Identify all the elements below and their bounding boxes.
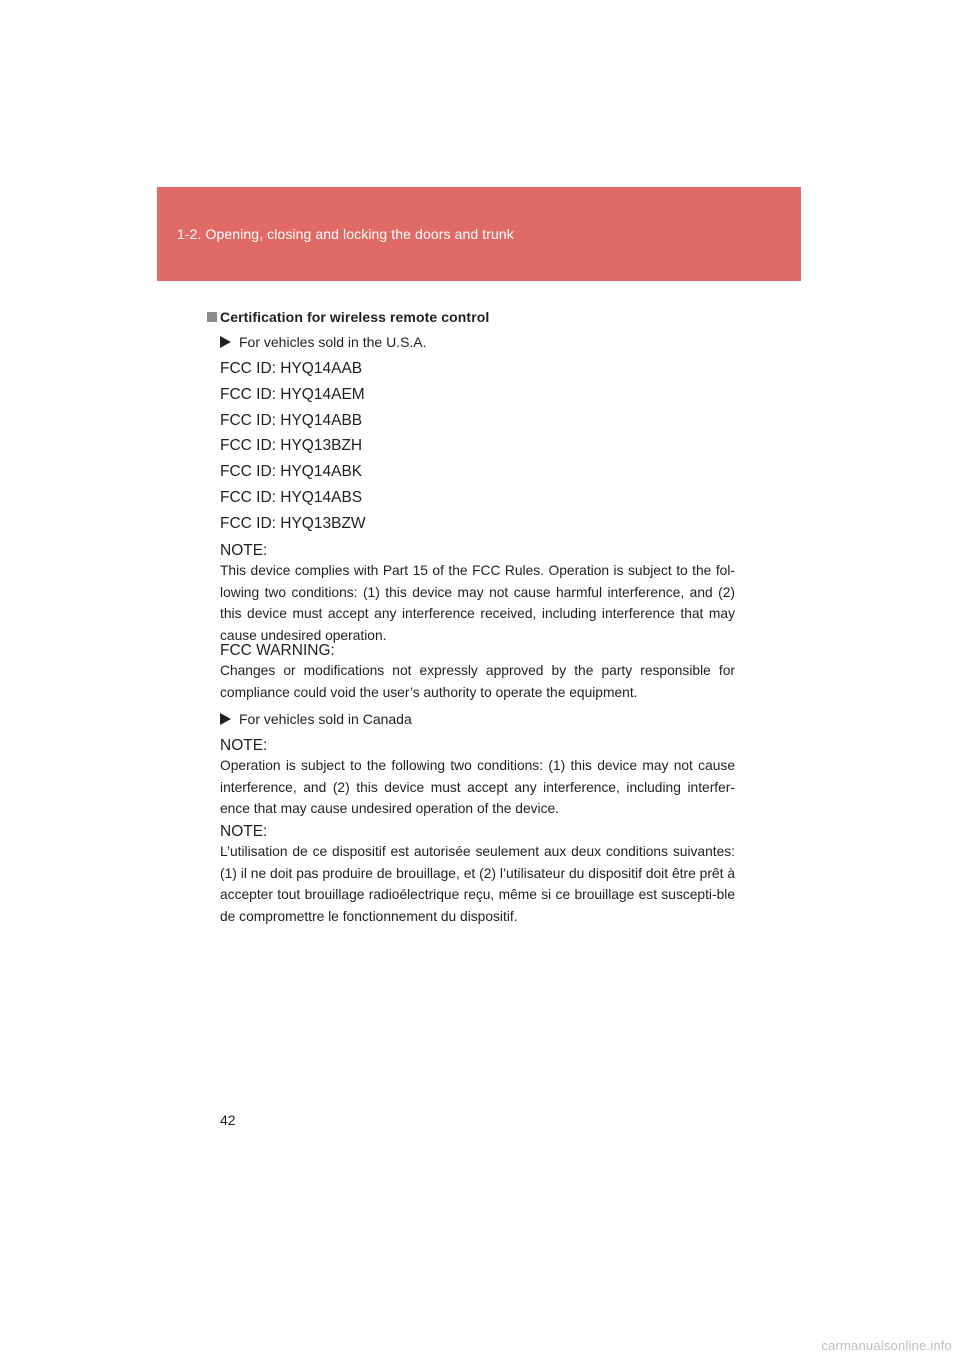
canada-note-2 bbox=[220, 823, 735, 927]
note-text: L’utilisation de ce dispositif est autorisée seulement aux deux conditions suivantes: (1) il ne doit pas produire de brouillage, et (2) l’utilisateur du dispositif doit être prêt à accepter tout brouillage radioélectrique reçu, même si ce brouillage est suscepti-ble de compromettre le fonctionnement du dispositif. bbox=[220, 844, 735, 924]
note-text: Operation is subject to the following two conditions: (1) this device may not cause interference, and (2) this device must accept any interference, including interfer-ence that may cause undesired operation of the device. bbox=[220, 758, 735, 816]
page-number: 42 bbox=[220, 1112, 236, 1128]
note-label: NOTE: bbox=[220, 823, 268, 840]
fcc-id-item: FCC ID: HYQ14ABK bbox=[220, 463, 363, 481]
fcc-id-item: FCC ID: HYQ14ABB bbox=[220, 411, 363, 429]
usa-subheading bbox=[220, 334, 427, 350]
header-bar bbox=[157, 187, 801, 281]
section-heading bbox=[207, 309, 489, 325]
warning-text: Changes or modifications not expressly approved by the party responsible for compliance could void the user’s authority to operate the equipment. bbox=[220, 663, 735, 700]
triangle-bullet-icon bbox=[220, 713, 231, 725]
triangle-bullet-icon bbox=[220, 336, 231, 348]
canada-subheading-text: For vehicles sold in Canada bbox=[239, 711, 412, 727]
watermark: carmanualsonline.info bbox=[821, 1338, 952, 1353]
note-text: This device complies with Part 15 of the FCC Rules. Operation is subject to the fol-lowing two conditions: (1) this device may not cause harmful interference, and (2) this device must accept any interference received, including interference that may cause undesired operation. bbox=[220, 563, 735, 643]
section-heading-text: Certification for wireless remote control bbox=[220, 309, 490, 325]
note-label: NOTE: bbox=[220, 737, 268, 754]
fcc-id-item: FCC ID: HYQ13BZH bbox=[220, 437, 363, 455]
usa-note bbox=[220, 542, 735, 646]
fcc-id-item: FCC ID: HYQ14ABS bbox=[220, 488, 363, 506]
square-bullet-icon bbox=[207, 312, 217, 322]
fcc-id-item: FCC ID: HYQ14AAB bbox=[220, 360, 363, 377]
canada-note-1 bbox=[220, 737, 735, 820]
usa-subheading-text: For vehicles sold in the U.S.A. bbox=[239, 334, 427, 350]
usa-warning bbox=[220, 642, 735, 703]
canada-subheading bbox=[220, 711, 412, 727]
fcc-id-list bbox=[220, 361, 366, 542]
warning-label: FCC WARNING: bbox=[220, 642, 335, 659]
fcc-id-item: FCC ID: HYQ13BZW bbox=[220, 514, 366, 532]
note-label: NOTE: bbox=[220, 542, 268, 559]
section-title: 1-2. Opening, closing and locking the doors and trunk bbox=[177, 226, 514, 242]
fcc-id-item: FCC ID: HYQ14AEM bbox=[220, 385, 365, 403]
